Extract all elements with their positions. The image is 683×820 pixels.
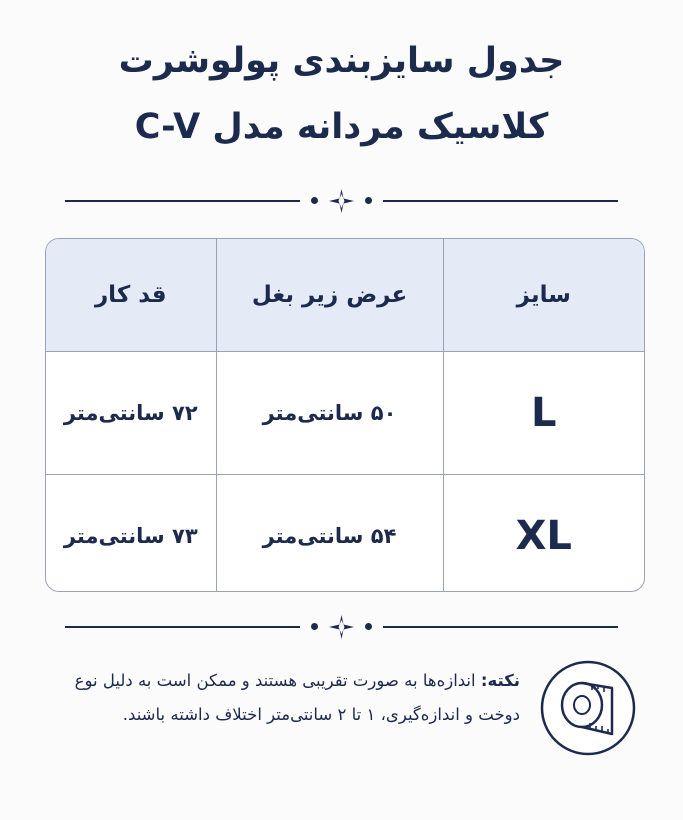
divider-line — [383, 200, 618, 202]
table-row — [46, 475, 644, 593]
size-cell: XL — [443, 475, 644, 593]
divider-line — [383, 626, 618, 628]
divider-dot — [365, 623, 372, 630]
length-cell: ۷۳ سانتی‌متر — [46, 475, 216, 593]
note-body: اندازه‌ها به صورت تقریبی هستند و ممکن است به دلیل نوع دوخت و اندازه‌گیری، ۱ تا ۲ سانتی‌متر اختلاف داشته باشند. — [74, 671, 520, 724]
size-table — [45, 238, 645, 592]
note-label: نکته: — [480, 671, 520, 690]
divider-line — [65, 626, 300, 628]
width-cell: ۵۰ سانتی‌متر — [216, 352, 443, 475]
diamond-ornament-icon — [329, 189, 354, 213]
divider-dot — [311, 623, 318, 630]
size-cell: L — [443, 352, 644, 475]
bottom-divider — [65, 615, 618, 639]
header-length: قد کار — [46, 239, 216, 352]
length-cell: ۷۲ سانتی‌متر — [46, 352, 216, 475]
note-text — [60, 664, 520, 732]
title-line-1: جدول سایزبندی پولوشرت — [118, 41, 565, 81]
width-cell: ۵۴ سانتی‌متر — [216, 475, 443, 593]
header-chest-width: عرض زیر بغل — [216, 239, 443, 352]
divider-dot — [311, 197, 318, 204]
divider-line — [65, 200, 300, 202]
table-header-row — [46, 239, 644, 352]
title-line-2: کلاسیک مردانه مدل C-V — [134, 107, 549, 147]
divider-dot — [365, 197, 372, 204]
top-divider — [65, 189, 618, 213]
table-row — [46, 352, 644, 475]
page-title — [0, 28, 683, 160]
header-size: سایز — [443, 239, 644, 352]
diamond-ornament-icon — [329, 615, 354, 639]
measuring-tape-icon — [538, 658, 638, 758]
